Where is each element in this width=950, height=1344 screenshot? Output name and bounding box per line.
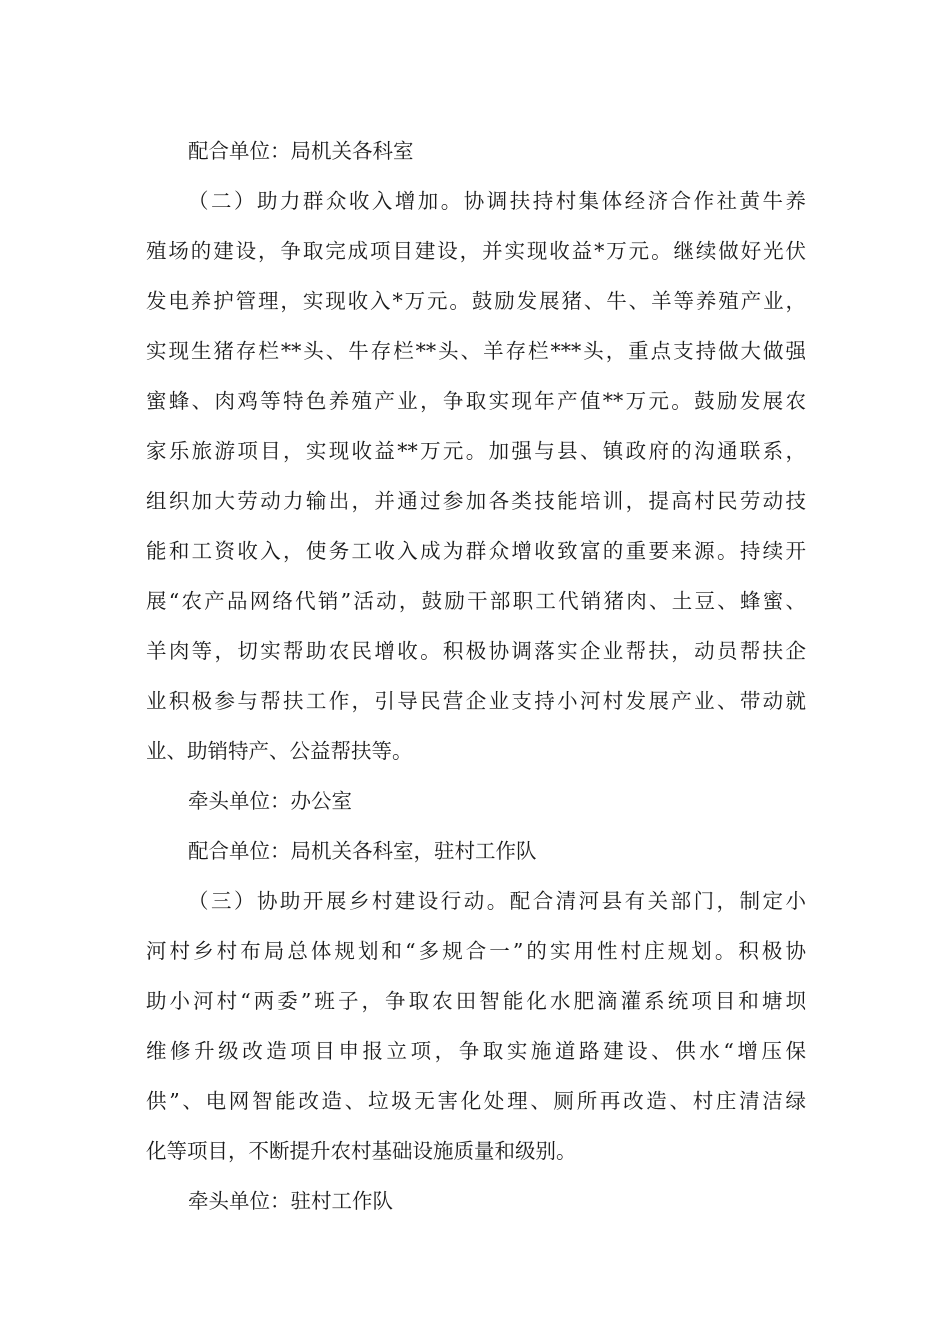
text-line: 业、助销特产、公益帮扶等。 xyxy=(146,739,413,763)
text-line-lead-unit-1: 牵头单位：办公室 xyxy=(188,789,352,813)
text-line-lead-unit-2: 牵头单位：驻村工作队 xyxy=(188,1189,393,1213)
text-line: 能和工资收入，使务工收入成为群众增收致富的重要来源。持续开 xyxy=(146,539,806,563)
text-line: 蜜蜂、肉鸡等特色养殖产业，争取实现年产值**万元。鼓励发展农 xyxy=(146,389,806,413)
text-line: 维修升级改造项目申报立项，争取实施道路建设、供水“增压保 xyxy=(146,1039,806,1063)
text-line: 组织加大劳动力输出，并通过参加各类技能培训，提高村民劳动技 xyxy=(146,489,806,513)
text-line: 供”、电网智能改造、垃圾无害化处理、厕所再改造、村庄清洁绿 xyxy=(146,1089,806,1113)
text-line: 实现生猪存栏**头、牛存栏**头、羊存栏***头，重点支持做大做强 xyxy=(146,339,806,363)
text-line: 化等项目，不断提升农村基础设施质量和级别。 xyxy=(146,1139,577,1163)
text-line-cooperating-unit-2: 配合单位：局机关各科室，驻村工作队 xyxy=(188,839,537,863)
text-line: 发电养护管理，实现收入*万元。鼓励发展猪、牛、羊等养殖产业， xyxy=(146,289,806,313)
text-line-cooperating-unit-1: 配合单位：局机关各科室 xyxy=(188,139,414,163)
text-line: 河村乡村布局总体规划和“多规合一”的实用性村庄规划。积极协 xyxy=(146,939,806,963)
text-line-section-3-heading: （三）协助开展乡村建设行动。配合清河县有关部门，制定小 xyxy=(188,889,806,913)
text-line: 殖场的建设，争取完成项目建设，并实现收益*万元。继续做好光伏 xyxy=(146,239,806,263)
text-line: 业积极参与帮扶工作，引导民营企业支持小河村发展产业、带动就 xyxy=(146,689,806,713)
text-line-section-2-heading: （二）助力群众收入增加。协调扶持村集体经济合作社黄牛养 xyxy=(188,189,806,213)
text-line: 助小河村“两委”班子，争取农田智能化水肥滴灌系统项目和塘坝 xyxy=(146,989,806,1013)
text-line: 展“农产品网络代销”活动，鼓励干部职工代销猪肉、土豆、蜂蜜、 xyxy=(146,589,806,613)
text-line: 家乐旅游项目，实现收益**万元。加强与县、镇政府的沟通联系， xyxy=(146,439,806,463)
text-line: 羊肉等，切实帮助农民增收。积极协调落实企业帮扶，动员帮扶企 xyxy=(146,639,806,663)
